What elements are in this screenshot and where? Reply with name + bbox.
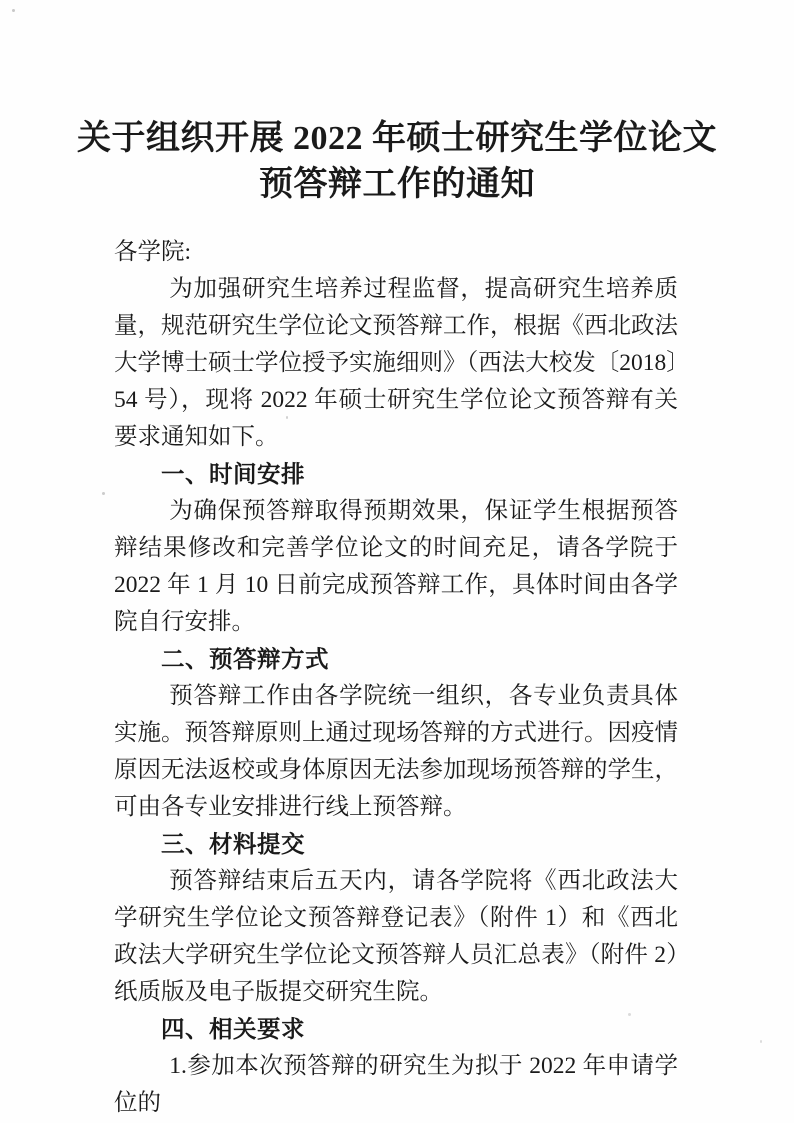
section-heading-2: 二、预答辩方式: [161, 646, 329, 672]
salutation: 各学院:: [114, 239, 192, 265]
scan-speck: [628, 1013, 631, 1016]
document-title-line-1: 关于组织开展 2022 年硕士研究生学位论文: [77, 120, 717, 157]
document-body: [114, 234, 678, 1122]
section-2-paragraph: 预答辩工作由各学院统一组织，各专业负责具体实施。预答辩原则上通过现场答辩的方式进行。因疫情原因无法返校或身体原因无法参加现场预答辩的学生，可由各专业安排进行线上预答辩。: [114, 683, 678, 820]
section-4-paragraph: 1.参加本次预答辩的研究生为拟于 2022 年申请学位的: [114, 1053, 678, 1116]
section-3-paragraph: 预答辩结束后五天内，请各学院将《西北政法大学研究生学位论文预答辩登记表》（附件 1）和《西北政法大学研究生学位论文预答辩人员汇总表》（附件 2）纸质版及电子版提交研究生院。: [114, 868, 678, 1005]
scan-speck: [286, 416, 288, 419]
section-heading-1: 一、时间安排: [161, 461, 305, 487]
intro-paragraph: 为加强研究生培养过程监督，提高研究生培养质量，规范研究生学位论文预答辩工作，根据《西北政法大学博士硕士学位授予实施细则》（西法大校发〔2018〕54 号），现将 2022 年硕士研究生学位论文预答辩有关要求通知如下。: [114, 276, 678, 450]
scan-speck: [12, 9, 15, 12]
section-heading-4: 四、相关要求: [161, 1016, 305, 1042]
scan-speck: [102, 492, 105, 495]
section-heading-3: 三、材料提交: [161, 831, 305, 857]
section-1-paragraph: 为确保预答辩取得预期效果，保证学生根据预答辩结果修改和完善学位论文的时间充足，请各学院于 2022 年 1 月 10 日前完成预答辩工作，具体时间由各学院自行安排。: [114, 498, 678, 635]
document-title: [56, 116, 738, 208]
document-title-line-2: 预答辩工作的通知: [259, 166, 535, 203]
scan-speck: [760, 1040, 762, 1043]
